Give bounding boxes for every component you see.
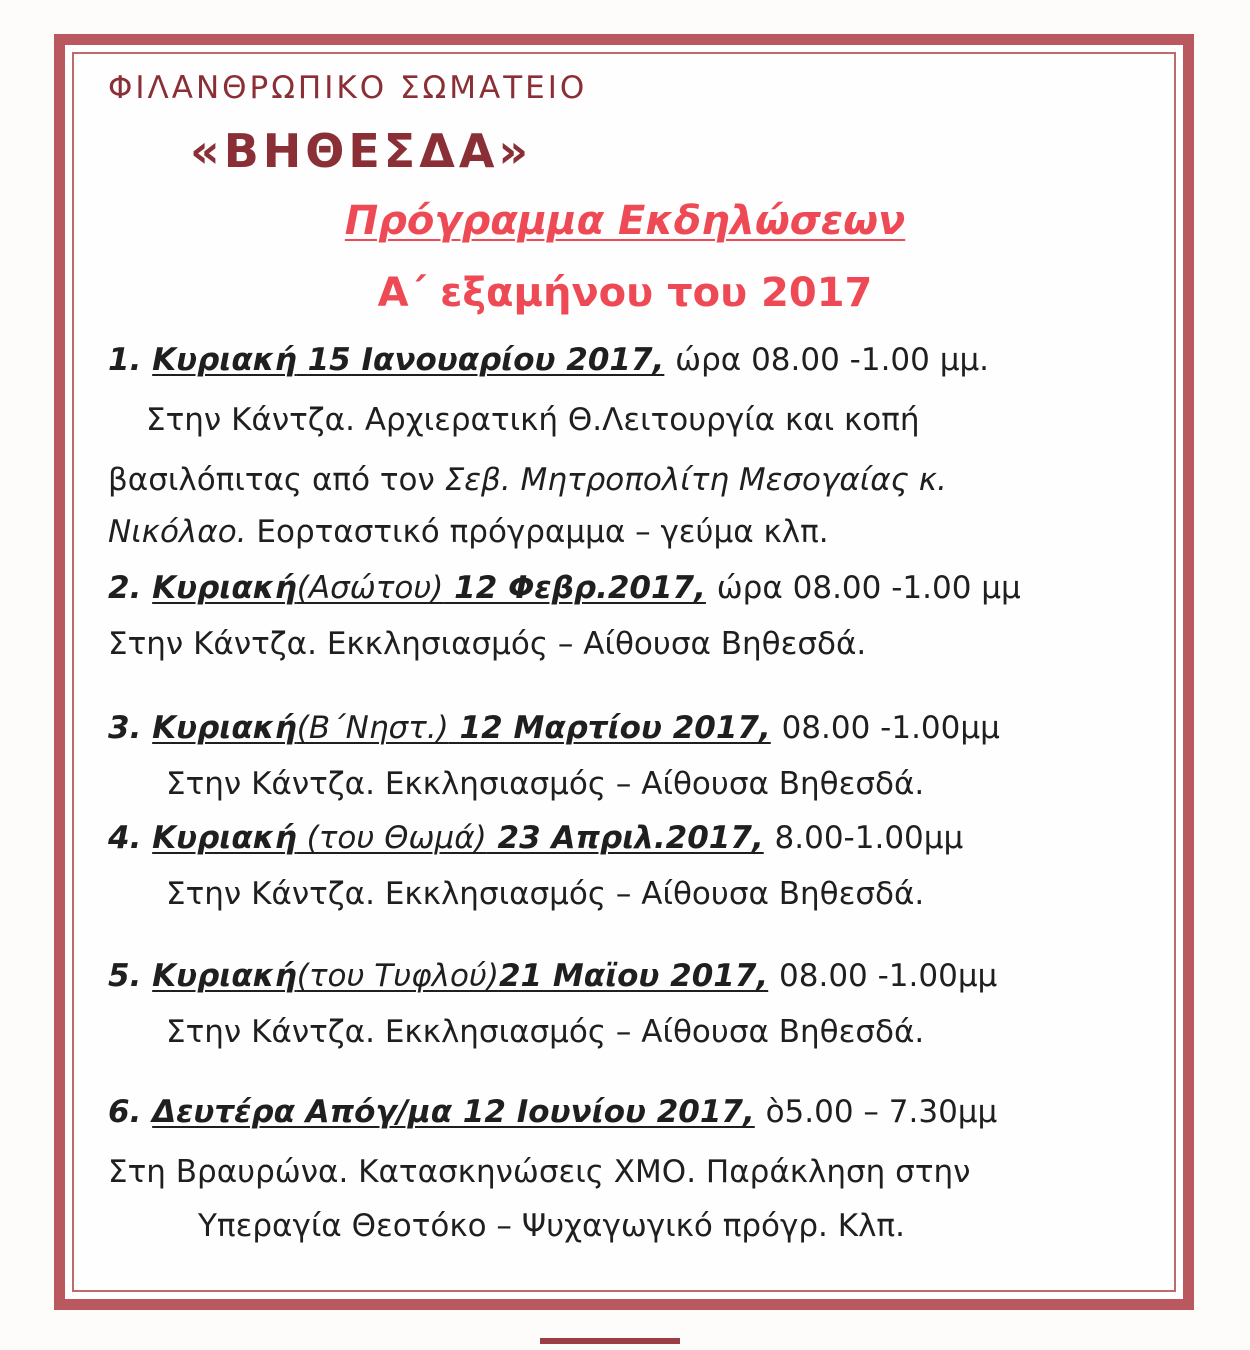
event-1-line-3b: Εορταστικό πρόγραμμα – γεύμα κλπ. <box>246 514 829 550</box>
event-3-heading <box>108 710 1000 746</box>
event-1-line-1: Στην Κάντζα. Αρχιερατική Θ.Λειτουργία και κοπή <box>146 402 920 438</box>
event-occasion: (του Θωμά) <box>296 820 487 856</box>
event-date: 12 Μαρτίου 2017, <box>448 710 771 746</box>
organization-type: ΦΙΛΑΝΘΡΩΠΙΚΟ ΣΩΜΑΤΕΙΟ <box>108 70 588 106</box>
event-day: Κυριακή <box>152 342 297 378</box>
event-number: 1. <box>108 342 142 378</box>
event-time: ώρα 08.00 -1.00 μμ. <box>675 342 990 378</box>
event-6-heading <box>108 1094 997 1130</box>
event-4-text: Στην Κάντζα. Εκκλησιασμός – Αίθουσα Βηθεσδά. <box>166 876 925 912</box>
event-occasion: (Β΄Νηστ.) <box>296 710 449 746</box>
event-date: 15 Ιανουαρίου 2017, <box>307 342 665 378</box>
event-1-line-2b: Σεβ. Μητροπολίτη Μεσογαίας κ. <box>444 462 947 498</box>
event-3-text: Στην Κάντζα. Εκκλησιασμός – Αίθουσα Βηθεσδά. <box>166 766 925 802</box>
bottom-scan-mark <box>540 1338 680 1344</box>
event-occasion: (Ασώτου) <box>296 570 444 606</box>
event-number: 2. <box>108 570 142 606</box>
program-title: Πρόγραμμα Εκδηλώσεων <box>344 198 906 244</box>
event-2-heading <box>108 570 1021 606</box>
event-time: 8.00-1.00μμ <box>774 820 964 856</box>
event-number: 6. <box>108 1094 142 1130</box>
event-day: Κυριακή <box>152 570 297 606</box>
event-day: Κυριακή <box>152 820 297 856</box>
event-date: 12 Φεβρ.2017, <box>443 570 706 606</box>
event-day: Κυριακή <box>152 958 297 994</box>
event-1-line-3 <box>108 514 829 550</box>
event-1-line-2a: βασιλόπιτας από τον <box>108 462 445 498</box>
event-number: 3. <box>108 710 142 746</box>
event-time: ὸ5.00 – 7.30μμ <box>765 1094 998 1130</box>
event-time: 08.00 -1.00μμ <box>779 958 998 994</box>
event-5-heading <box>108 958 997 994</box>
event-day: Δευτέρα Απόγ/μα 12 Ιουνίου 2017, <box>152 1094 755 1130</box>
event-5-text: Στην Κάντζα. Εκκλησιασμός – Αίθουσα Βηθεσδά. <box>166 1014 925 1050</box>
event-occasion: (του Τυφλού) <box>296 958 499 994</box>
event-date: 21 Μαϊου 2017, <box>498 958 769 994</box>
event-number: 5. <box>108 958 142 994</box>
event-6-line-1: Στη Βραυρώνα. Κατασκηνώσεις ΧΜΟ. Παράκληση στην <box>108 1154 971 1190</box>
event-1-line-2 <box>108 462 947 498</box>
event-4-heading <box>108 820 963 856</box>
event-6-line-2: Υπεραγία Θεοτόκο – Ψυχαγωγικό πρόγρ. Κλπ. <box>198 1208 905 1244</box>
event-1-line-3a: Νικόλαο. <box>108 514 247 550</box>
event-number: 4. <box>108 820 142 856</box>
organization-name: «ΒΗΘΕΣΔΑ» <box>190 124 533 178</box>
event-day: Κυριακή <box>152 710 297 746</box>
program-subtitle: Α΄ εξαμήνου του 2017 <box>377 270 873 316</box>
event-time: ώρα 08.00 -1.00 μμ <box>716 570 1021 606</box>
event-date: 23 Απριλ.2017, <box>486 820 764 856</box>
event-2-text: Στην Κάντζα. Εκκλησιασμός – Αίθουσα Βηθεσδά. <box>108 626 867 662</box>
event-time: 08.00 -1.00μμ <box>781 710 1000 746</box>
event-1-heading <box>108 342 989 378</box>
